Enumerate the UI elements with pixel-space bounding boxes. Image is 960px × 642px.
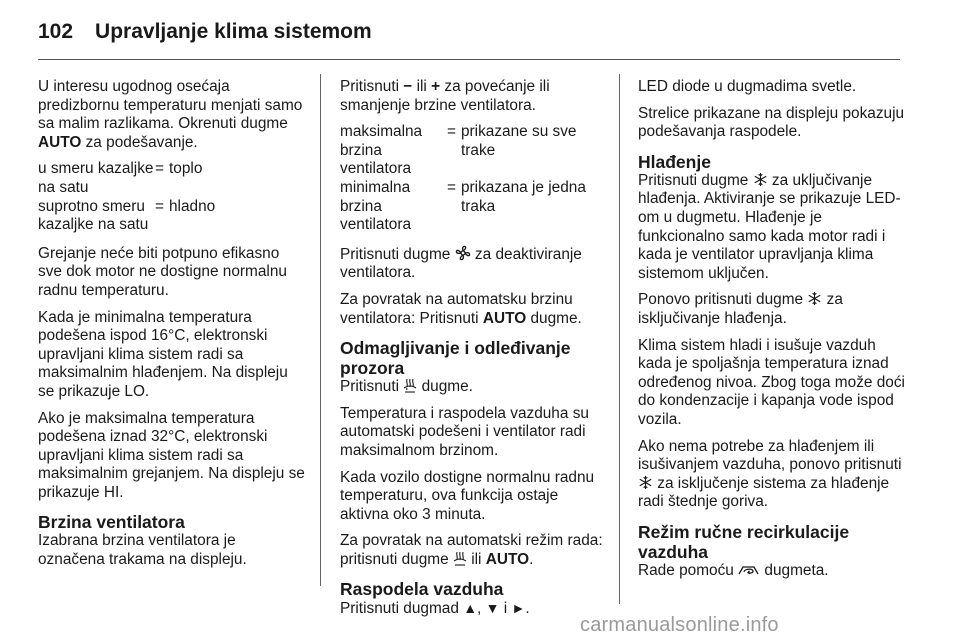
paragraph-recirculation: Rade pomoću dugmeta.	[638, 561, 829, 579]
column-divider-1	[320, 74, 321, 586]
snowflake-icon	[807, 291, 822, 306]
paragraph-auto-fan: Za povratak na automatsku brzinu ventilatora: Pritisnuti AUTO dugme.	[340, 290, 582, 327]
definition-row: u smeru kazaljke na satu = toplo	[38, 160, 203, 196]
snowflake-icon	[753, 172, 768, 187]
paragraph-fan-buttons: Pritisnuti − ili + za povećanje ili smanjenje brzine ventilatora.	[340, 78, 550, 114]
heading-fan-speed: Brzina ventilatora	[38, 512, 185, 533]
plus-symbol: +	[431, 78, 441, 95]
auto-label: AUTO	[38, 133, 82, 151]
auto-label: AUTO	[485, 550, 530, 568]
definition-row: maksimalna brzina ventilatora = prikazane su sve trake	[340, 123, 577, 178]
paragraph-condensation: Klima sistem hladi i isušuje vazduh kada je spoljašnja temperatura iznad određenog nivoa. Zbog toga može doći do kondenzacije i kapanja vode ispod vozila.	[638, 336, 905, 428]
paragraph-cooling-off: Ponovo pritisnuti dugme za isključivanje hlađenja.	[638, 291, 843, 327]
paragraph-distribution-buttons: Pritisnuti dugmad ▲, ▼ i ►.	[340, 600, 530, 618]
windshield-defrost-icon	[453, 551, 467, 566]
recirculation-icon	[738, 563, 760, 577]
heading-cooling: Hlađenje	[638, 151, 711, 172]
paragraph-arrows: Strelice prikazane na displeju pokazuju podešavanja raspodele.	[638, 104, 905, 141]
paragraph-defrost-return: Za povratak na automatski režim rada: pritisnuti dugme ili AUTO.	[340, 532, 603, 568]
paragraph-cooling-save: Ako nema potrebe za hlađenjem ili isušivanjem vazduha, ponovo pritisnuti za isključenje sistema za hlađenje radi štednje goriva.	[638, 437, 902, 511]
heading-air-distribution: Raspodela vazduha	[340, 579, 504, 600]
rotation-definition-list	[38, 160, 306, 234]
paragraph-min-temp: Kada je minimalna temperatura podešena ispod 16°C, elektronski upravljani klima sistem radi sa maksimalnim hlađenjem. Na displeju se prikazuje LO.	[38, 308, 288, 400]
arrow-down-icon: ▼	[485, 600, 500, 617]
page-number: 102	[38, 20, 74, 43]
arrow-up-icon: ▲	[463, 600, 478, 617]
definition-row: suprotno smeru kazaljke na satu = hladno	[38, 197, 216, 234]
minus-symbol: −	[403, 78, 413, 95]
auto-label: AUTO	[482, 309, 527, 327]
paragraph-defrost-auto: Temperatura i raspodela vazduha su automatski podešeni i ventilator radi maksimalnom brzinom.	[340, 404, 589, 459]
paragraph-led: LED diode u dugmadima svetle.	[638, 78, 857, 95]
paragraph-temperature-intro: U interesu ugodnog osećaja predizbornu temperaturu menjati samo sa malim razlikama. Okrenuti dugme AUTO za podešavanje.	[38, 78, 303, 151]
column-1	[38, 78, 306, 578]
paragraph-fan-off: Pritisnuti dugme za deaktiviranje ventilatora.	[340, 245, 582, 282]
heading-recirculation: Režim ručne recirkulacije vazduha	[638, 521, 850, 562]
paragraph-fan-speed: Izabrana brzina ventilatora je označena trakama na displeju.	[38, 532, 247, 569]
column-3	[638, 78, 906, 588]
paragraph-heating: Grejanje neće biti potpuno efikasno sve dok motor ne dostigne normalnu radnu temperaturu.	[38, 244, 287, 299]
paragraph-defrost-button: Pritisnuti dugme.	[340, 378, 473, 396]
paragraph-max-temp: Ako je maksimalna temperatura podešena iznad 32°C, elektronski upravljani klima sistem radi sa maksimalnim grejanjem. Na displeju se prikazuje HI.	[38, 409, 305, 501]
column-2	[340, 78, 608, 627]
arrow-right-icon: ►	[511, 600, 526, 617]
snowflake-icon	[638, 475, 653, 490]
paragraph-cooling-on: Pritisnuti dugme za uključivanje hlađenja. Aktiviranje se prikazuje LED-om u dugmetu. Hlađenje je funkcionalno samo kada motor radi i kada je ventilator upravljanja klima sistemom uključen.	[638, 171, 901, 282]
paragraph-defrost-duration: Kada vozilo dostigne normalnu radnu temperaturu, ova funkcija ostaje aktivna oko 3 minuta.	[340, 468, 595, 523]
watermark: carmanualsonline.info	[580, 614, 779, 636]
definition-row: minimalna brzina ventilatora = prikazana je jedna traka	[340, 178, 586, 234]
fan-icon	[455, 245, 471, 261]
page-title: Upravljanje klima sistemom	[95, 20, 372, 43]
heading-defrost: Odmagljivanje i odleđivanje prozora	[340, 338, 571, 379]
windshield-defrost-icon	[403, 378, 417, 393]
fan-speed-definition-list	[340, 123, 608, 235]
page-header	[38, 20, 372, 44]
header-rule	[38, 59, 900, 60]
column-divider-2	[619, 74, 620, 604]
